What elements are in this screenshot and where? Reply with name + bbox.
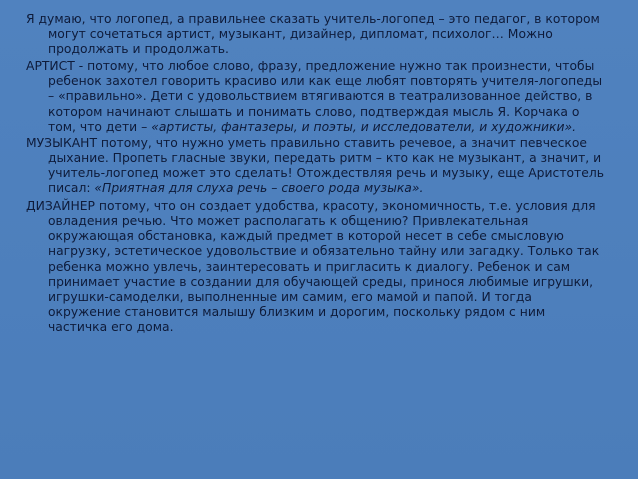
paragraph-intro: [26, 12, 608, 57]
paragraph-artist-text: АРТИСТ - потому, что любое слово, фразу, предложение нужно так произнести, чтобы ребенок захотел говорить красиво или как еще любят повторять учителя-логопеды – «правильно». Дети с удовольствием втягиваются в театрализованное действо, в котором начинают слышать и понимать слово, подтверждая мысль Я. Корчака о том, что дети –: [26, 59, 603, 134]
paragraph-intro-text: Я думаю, что логопед, а правильнее сказать учитель-логопед – это педагог, в котором могут сочетаться артист, музыкант, дизайнер, дипломат, психолог… Можно продолжать и продолжать.: [26, 12, 600, 57]
paragraph-musician-text: МУЗЫКАНТ потому, что нужно уметь правильно ставить речевое, а значит певческое дыхание. Пропеть гласные звуки, передать ритм – кто как не музыкант, а значит, и учитель-логопед может это сделать! Отождествляя речь и музыку, еще Аристотель писал:: [26, 135, 605, 196]
paragraph-designer-text: ДИЗАЙНЕР потому, что он создает удобства, красоту, экономичность, т.е. условия для овладения речью. Что может располагать к общению? Привлекательная окружающая обстановка, каждый предмет в которой несет в себе смысловую нагрузку, эстетическое удовольствие и обязательно тайну или загадку. Только так ребенка можно увлечь, заинтересовать и пригласить к диалогу. Ребенок и сам принимает участие в создании для обучающей среды, принося любимые игрушки, игрушки-самоделки, выполненные им самим, его мамой и папой. И тогда окружение становится малышу близким и дорогим, поскольку рядом с ним частичка его дома.: [26, 199, 600, 334]
slide-text-body: [26, 12, 608, 335]
paragraph-musician-quote: «Приятная для слуха речь – своего рода музыка».: [94, 181, 424, 196]
paragraph-designer: [26, 199, 608, 335]
paragraph-artist-quote: «артисты, фантазеры, и поэты, и исследователи, и художники».: [151, 119, 577, 134]
paragraph-musician: [26, 136, 608, 196]
paragraph-artist: [26, 59, 608, 134]
